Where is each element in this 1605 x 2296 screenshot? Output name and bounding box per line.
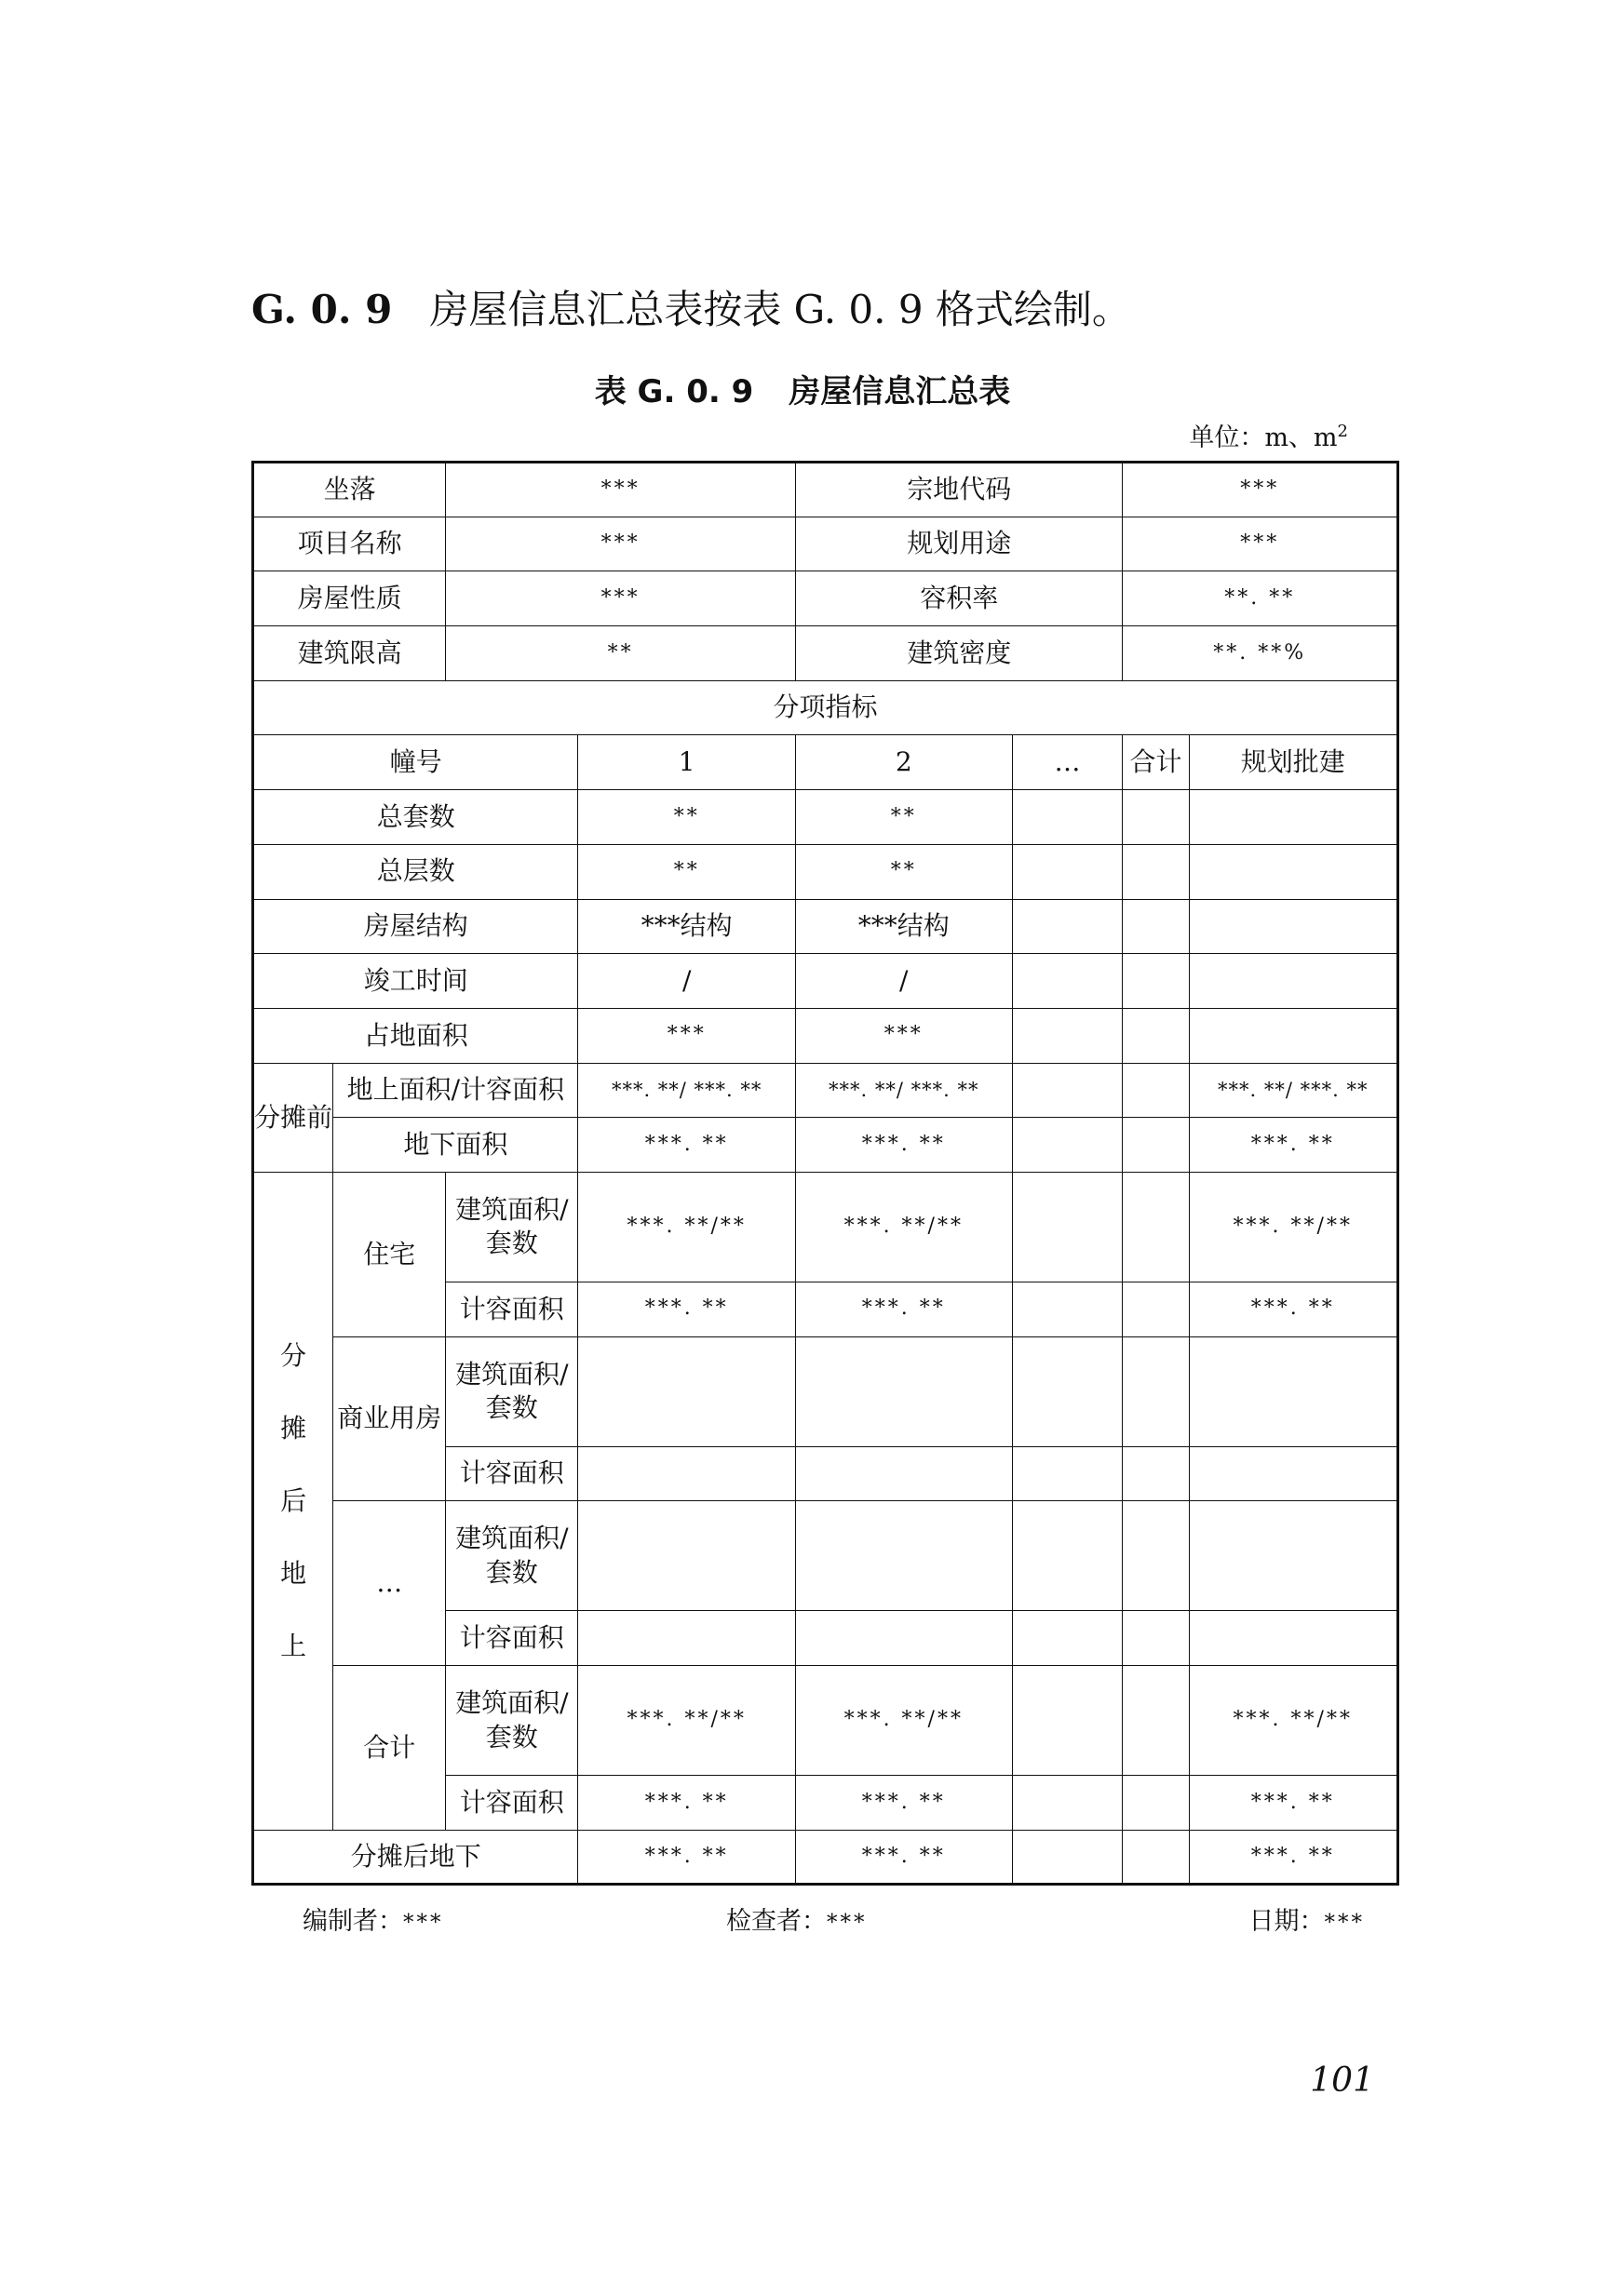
unit-superscript: 2 <box>1337 422 1348 441</box>
cell-structure-2: ***结构 <box>795 899 1012 954</box>
cell-empty <box>1012 790 1123 845</box>
cell-empty <box>1123 790 1189 845</box>
planned-use-value: *** <box>1123 517 1398 571</box>
row-label-underground: 地下面积 <box>333 1118 578 1173</box>
cell-sum-build-1: ***. **/** <box>578 1666 796 1776</box>
cell-empty <box>1189 1611 1398 1666</box>
cell-empty <box>1012 1611 1123 1666</box>
cell-sum-far-2: ***. ** <box>795 1776 1012 1831</box>
table-row <box>253 1336 1398 1446</box>
cell-empty <box>578 1501 796 1611</box>
unit-note <box>1189 417 1348 453</box>
cell-empty <box>1189 1446 1398 1501</box>
cell-structure-1: ***结构 <box>578 899 796 954</box>
group-char: 后 <box>280 1484 307 1516</box>
cell-sum-build-2: ***. **/** <box>795 1666 1012 1776</box>
cell-residential-far-2: ***. ** <box>795 1282 1012 1336</box>
cell-above-ground-1: ***. **/ ***. ** <box>578 1063 796 1118</box>
cell-residential-build-1: ***. **/** <box>578 1172 796 1282</box>
row-label-completion: 竣工时间 <box>253 954 578 1009</box>
cell-total-floors-1: ** <box>578 844 796 899</box>
page-number: 101 <box>1310 2061 1374 2100</box>
cell-sum-far-1: ***. ** <box>578 1776 796 1831</box>
sub-label-far-area: 计容面积 <box>446 1446 578 1501</box>
table-row <box>253 626 1398 681</box>
unit-text: 单位：m、m <box>1189 423 1338 452</box>
col-header-more: … <box>1012 735 1123 790</box>
checker-label: 检查者： <box>726 1907 827 1936</box>
cell-sum-far-planned: ***. ** <box>1189 1776 1398 1831</box>
far-label: 容积率 <box>795 571 1122 626</box>
group-label-after-above <box>253 1172 333 1830</box>
cell-empty <box>1012 1063 1123 1118</box>
sub-label-build-area: 建筑面积/套数 <box>446 1336 578 1446</box>
cell-empty <box>1123 1172 1189 1282</box>
table-caption-title: 房屋信息汇总表 <box>789 373 1011 410</box>
col-header-total: 合计 <box>1123 735 1189 790</box>
planned-use-label: 规划用途 <box>795 517 1122 571</box>
table-row <box>253 954 1398 1009</box>
row-label-commercial: 商业用房 <box>333 1336 446 1501</box>
footer-compiler <box>303 1900 444 1937</box>
cell-empty <box>1012 1118 1123 1173</box>
col-header-planned: 规划批建 <box>1189 735 1398 790</box>
group-char: 摊 <box>280 1412 307 1443</box>
cell-empty <box>1123 1118 1189 1173</box>
cell-residential-far-planned: ***. ** <box>1189 1282 1398 1336</box>
cell-empty <box>1123 1063 1189 1118</box>
sub-label-build-area: 建筑面积/套数 <box>446 1666 578 1776</box>
cell-underground-1: ***. ** <box>578 1118 796 1173</box>
group-char: 分 <box>280 1339 307 1371</box>
sub-label-far-area: 计容面积 <box>446 1776 578 1831</box>
cell-empty <box>1012 1501 1123 1611</box>
cell-empty <box>1189 954 1398 1009</box>
cell-after-underground-planned: ***. ** <box>1189 1830 1398 1885</box>
cell-completion-1: / <box>578 954 796 1009</box>
col-header-2: 2 <box>795 735 1012 790</box>
cell-after-underground-2: ***. ** <box>795 1830 1012 1885</box>
row-label-structure: 房屋结构 <box>253 899 578 954</box>
project-value: *** <box>446 517 796 571</box>
cell-empty <box>578 1336 796 1446</box>
project-label: 项目名称 <box>253 517 446 571</box>
cell-empty <box>578 1611 796 1666</box>
cell-empty <box>1123 1501 1189 1611</box>
group-char: 地 <box>280 1557 307 1589</box>
cell-land-area-2: *** <box>795 1008 1012 1063</box>
cell-empty <box>1012 1666 1123 1776</box>
cell-empty <box>1189 790 1398 845</box>
cell-empty <box>1012 1008 1123 1063</box>
row-label-above-ground: 地上面积/计容面积 <box>333 1063 578 1118</box>
cell-empty <box>1123 1776 1189 1831</box>
cell-total-floors-2: ** <box>795 844 1012 899</box>
cell-empty <box>795 1501 1012 1611</box>
col-header-1: 1 <box>578 735 796 790</box>
clause-text: 房屋信息汇总表按表 G. 0. 9 格式绘制。 <box>429 287 1131 332</box>
cell-empty <box>1012 1830 1123 1885</box>
cell-sum-build-planned: ***. **/** <box>1189 1666 1398 1776</box>
cell-empty <box>1123 1830 1189 1885</box>
row-label-after-underground: 分摊后地下 <box>253 1830 578 1885</box>
row-label-land-area: 占地面积 <box>253 1008 578 1063</box>
compiler-label: 编制者： <box>303 1907 403 1936</box>
cell-underground-planned: ***. ** <box>1189 1118 1398 1173</box>
table-row <box>253 899 1398 954</box>
sub-label-build-area: 建筑面积/套数 <box>446 1172 578 1282</box>
cell-empty <box>1012 1776 1123 1831</box>
table-row <box>253 1063 1398 1118</box>
nature-label: 房屋性质 <box>253 571 446 626</box>
clause-number: G. 0. 9 <box>251 287 393 332</box>
cell-empty <box>1012 1446 1123 1501</box>
row-label-total-units: 总套数 <box>253 790 578 845</box>
cell-empty <box>1012 899 1123 954</box>
cell-empty <box>1012 954 1123 1009</box>
table-caption <box>0 366 1605 411</box>
nature-value: *** <box>446 571 796 626</box>
table-row <box>253 680 1398 735</box>
table-row <box>253 571 1398 626</box>
table-row <box>253 790 1398 845</box>
height-limit-label: 建筑限高 <box>253 626 446 681</box>
table-row <box>253 844 1398 899</box>
cell-empty <box>1012 1282 1123 1336</box>
parcel-code-value: *** <box>1123 463 1398 517</box>
table-row <box>253 463 1398 517</box>
cell-empty <box>1189 1501 1398 1611</box>
table-row <box>253 1172 1398 1282</box>
sub-label-build-area: 建筑面积/套数 <box>446 1501 578 1611</box>
table-row <box>253 1666 1398 1776</box>
house-summary-table <box>251 461 1399 1886</box>
table-row <box>253 1830 1398 1885</box>
cell-empty <box>795 1446 1012 1501</box>
cell-total-units-2: ** <box>795 790 1012 845</box>
cell-empty <box>1189 1008 1398 1063</box>
cell-empty <box>1012 1172 1123 1282</box>
group-char: 上 <box>280 1630 307 1661</box>
cell-residential-build-planned: ***. **/** <box>1189 1172 1398 1282</box>
cell-land-area-1: *** <box>578 1008 796 1063</box>
cell-underground-2: ***. ** <box>795 1118 1012 1173</box>
compiler-value: *** <box>403 1911 444 1935</box>
cell-empty <box>1123 1008 1189 1063</box>
cell-empty <box>1123 844 1189 899</box>
row-label-total-floors: 总层数 <box>253 844 578 899</box>
group-label-before: 分摊前 <box>253 1063 333 1172</box>
footer-checker <box>726 1900 868 1937</box>
far-value: **. ** <box>1123 571 1398 626</box>
cell-empty <box>1012 1336 1123 1446</box>
cell-empty <box>1012 844 1123 899</box>
cell-empty <box>1123 1282 1189 1336</box>
table-row <box>253 517 1398 571</box>
cell-empty <box>795 1336 1012 1446</box>
date-value: *** <box>1324 1911 1365 1935</box>
table-row <box>253 1008 1398 1063</box>
col-header-building-no: 幢号 <box>253 735 578 790</box>
location-label: 坐落 <box>253 463 446 517</box>
cell-empty <box>1123 1446 1189 1501</box>
cell-empty <box>1189 844 1398 899</box>
cell-completion-2: / <box>795 954 1012 1009</box>
cell-above-ground-planned: ***. **/ ***. ** <box>1189 1063 1398 1118</box>
cell-empty <box>1123 1666 1189 1776</box>
date-label: 日期： <box>1248 1907 1325 1936</box>
table-row <box>253 1118 1398 1173</box>
cell-empty <box>1123 1611 1189 1666</box>
sub-label-far-area: 计容面积 <box>446 1611 578 1666</box>
cell-empty <box>578 1446 796 1501</box>
table-row <box>253 1501 1398 1611</box>
table-caption-number: 表 G. 0. 9 <box>594 373 754 410</box>
cell-empty <box>1189 1336 1398 1446</box>
section-title: 分项指标 <box>253 680 1398 735</box>
checker-value: *** <box>827 1911 868 1935</box>
cell-empty <box>1189 899 1398 954</box>
height-limit-value: ** <box>446 626 796 681</box>
row-label-residential: 住宅 <box>333 1172 446 1336</box>
cell-residential-build-2: ***. **/** <box>795 1172 1012 1282</box>
cell-above-ground-2: ***. **/ ***. ** <box>795 1063 1012 1118</box>
parcel-code-label: 宗地代码 <box>795 463 1122 517</box>
cell-residential-far-1: ***. ** <box>578 1282 796 1336</box>
clause-heading <box>251 279 1131 335</box>
cell-total-units-1: ** <box>578 790 796 845</box>
column-header-row <box>253 735 1398 790</box>
cell-empty <box>1123 899 1189 954</box>
cell-empty <box>1123 1336 1189 1446</box>
row-label-other: … <box>333 1501 446 1666</box>
location-value: *** <box>446 463 796 517</box>
sub-label-far-area: 计容面积 <box>446 1282 578 1336</box>
cell-empty <box>1123 954 1189 1009</box>
footer-date <box>1249 1900 1366 1937</box>
cell-empty <box>795 1611 1012 1666</box>
cell-after-underground-1: ***. ** <box>578 1830 796 1885</box>
row-label-sum: 合计 <box>333 1666 446 1831</box>
density-value: **. **% <box>1123 626 1398 681</box>
density-label: 建筑密度 <box>795 626 1122 681</box>
